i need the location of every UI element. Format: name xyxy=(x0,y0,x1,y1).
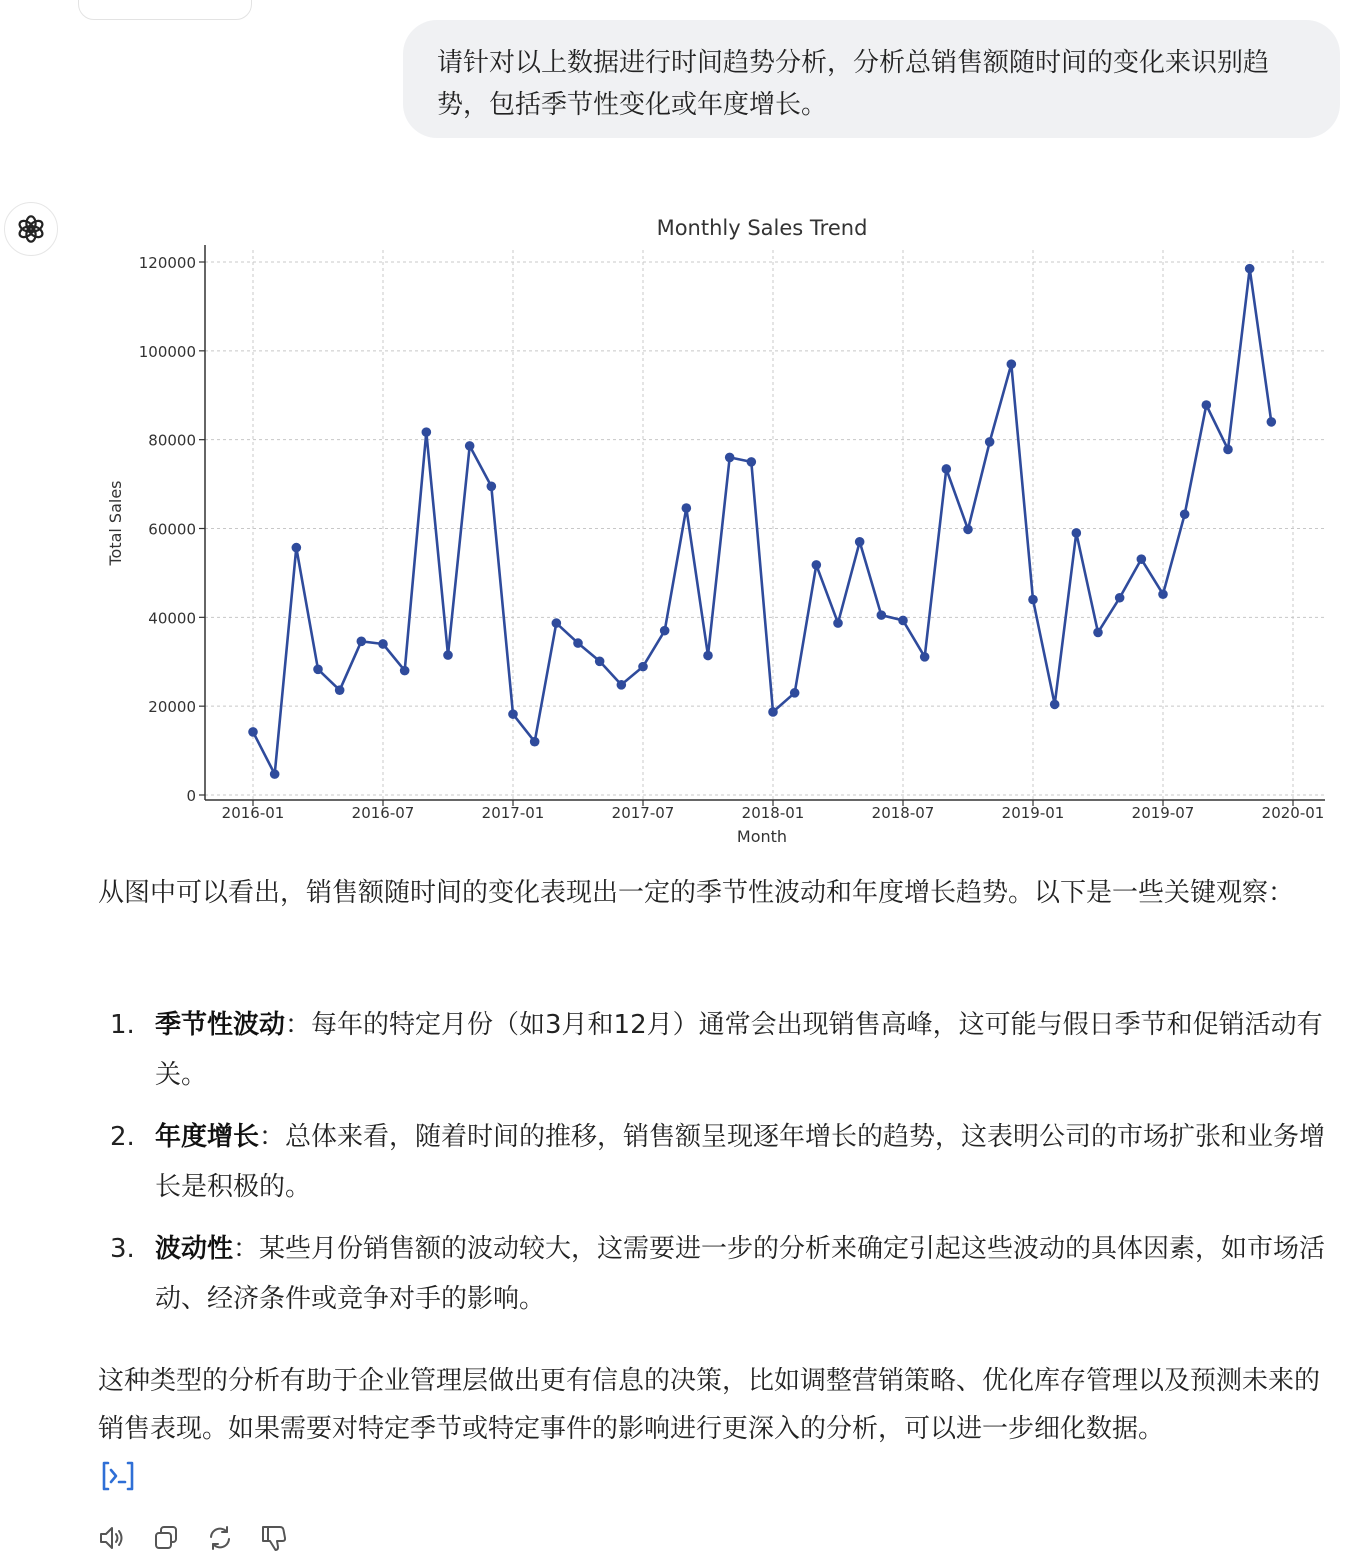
regenerate-icon xyxy=(205,1523,235,1553)
data-point xyxy=(422,427,432,437)
observation-text: ：每年的特定月份（如3月和12月）通常会出现销售高峰，这可能与假日季节和促销活动有关。 xyxy=(155,1010,1323,1090)
data-point xyxy=(335,685,345,695)
data-point xyxy=(1093,628,1103,638)
data-point xyxy=(595,657,605,667)
data-point xyxy=(1007,359,1017,369)
data-point xyxy=(552,618,562,628)
data-point xyxy=(855,537,865,547)
chart-series xyxy=(248,264,1276,779)
copy-icon xyxy=(151,1523,181,1553)
y-tick-label: 60000 xyxy=(148,520,196,539)
list-number: 2. xyxy=(110,1122,135,1152)
x-tick-label: 2017-01 xyxy=(481,804,545,822)
x-tick-label: 2016-07 xyxy=(351,804,415,822)
x-tick-label: 2018-01 xyxy=(741,804,805,822)
y-tick-label: 100000 xyxy=(138,342,196,361)
data-point xyxy=(270,769,280,779)
data-point xyxy=(1180,509,1190,519)
observation-title: 年度增长 xyxy=(155,1122,260,1152)
data-point xyxy=(920,652,930,662)
user-message-text: 请针对以上数据进行时间趋势分析，分析总销售额随时间的变化来识别趋势，包括季节性变化或年度增长。 xyxy=(437,48,1270,120)
read-aloud-button[interactable] xyxy=(96,1522,128,1554)
regenerate-button[interactable] xyxy=(204,1522,236,1554)
data-point xyxy=(313,665,323,675)
data-point xyxy=(682,503,692,513)
data-point xyxy=(357,637,367,647)
list-number: 3. xyxy=(110,1234,135,1264)
intro-paragraph: 从图中可以看出，销售额随时间的变化表现出一定的季节性波动和年度增长趋势。以下是一些关键观察： xyxy=(98,878,1295,908)
y-tick-label: 0 xyxy=(186,787,196,805)
data-point xyxy=(248,727,258,737)
y-tick-label: 80000 xyxy=(148,431,196,450)
assistant-avatar xyxy=(4,202,58,256)
data-point xyxy=(1050,700,1060,710)
thumbs-down-button[interactable] xyxy=(258,1522,290,1554)
data-point xyxy=(638,662,648,672)
data-point xyxy=(487,482,497,492)
observation-title: 波动性 xyxy=(155,1234,234,1264)
previous-message-bubble xyxy=(78,0,252,20)
x-tick-label: 2020-01 xyxy=(1261,804,1325,822)
data-point xyxy=(942,464,952,474)
data-point xyxy=(963,525,973,535)
data-point xyxy=(465,441,475,451)
x-tick-label: 2019-01 xyxy=(1001,804,1065,822)
data-point xyxy=(898,616,908,626)
x-axis-label: Month xyxy=(736,827,788,846)
data-point xyxy=(877,610,887,620)
message-actions xyxy=(96,1522,290,1556)
data-point xyxy=(530,737,540,747)
data-point xyxy=(747,457,757,467)
copy-button[interactable] xyxy=(150,1522,182,1554)
data-point xyxy=(725,453,735,463)
data-point xyxy=(985,437,995,447)
x-tick-label: 2018-07 xyxy=(871,804,935,822)
chart-title: Monthly Sales Trend xyxy=(656,216,868,240)
data-point xyxy=(378,639,388,649)
observation-text: ：总体来看，随着时间的推移，销售额呈现逐年增长的趋势，这表明公司的市场扩张和业务增长是积极的。 xyxy=(155,1122,1326,1202)
monthly-sales-chart xyxy=(100,205,1340,855)
data-point xyxy=(1245,264,1255,274)
observation-text: ：某些月份销售额的波动较大，这需要进一步的分析来确定引起这些波动的具体因素，如市场活动、经济条件或竞争对手的影响。 xyxy=(155,1234,1326,1314)
observation-item-3 xyxy=(110,1224,1335,1324)
conclusion-paragraph: 这种类型的分析有助于企业管理层做出更有信息的决策，比如调整营销策略、优化库存管理以及预测未来的销售表现。如果需要对特定季节或特定事件的影响进行更深入的分析，可以进一步细化数据。 xyxy=(98,1366,1321,1444)
y-axis-label: Total Sales xyxy=(106,480,125,566)
x-tick-label: 2017-07 xyxy=(611,804,675,822)
data-point xyxy=(292,543,302,553)
y-tick-label: 20000 xyxy=(148,698,196,717)
code-interpreter-icon[interactable] xyxy=(100,1458,136,1494)
chart-gridlines xyxy=(205,250,1325,800)
y-tick-label: 120000 xyxy=(138,254,196,272)
chart-axes xyxy=(139,245,1325,822)
x-tick-label: 2019-07 xyxy=(1131,804,1195,822)
data-point xyxy=(1028,595,1038,605)
data-point xyxy=(1115,593,1125,603)
data-point xyxy=(1202,400,1212,410)
data-point xyxy=(1072,528,1082,538)
data-point xyxy=(833,618,843,628)
data-point xyxy=(400,666,410,676)
data-point xyxy=(617,680,627,690)
observation-item-1 xyxy=(110,1000,1335,1100)
data-point xyxy=(1223,445,1233,455)
data-point xyxy=(508,709,518,719)
observation-item-2 xyxy=(110,1112,1335,1212)
data-point xyxy=(443,650,453,660)
read-aloud-icon xyxy=(97,1523,127,1553)
openai-logo-icon xyxy=(15,213,47,245)
data-point xyxy=(790,688,800,698)
data-point xyxy=(1137,554,1147,564)
data-point xyxy=(660,626,670,636)
series-line xyxy=(253,269,1271,774)
data-point xyxy=(703,651,713,661)
observation-title: 季节性波动 xyxy=(155,1010,286,1040)
y-tick-label: 40000 xyxy=(148,609,196,628)
user-message-bubble xyxy=(403,20,1340,138)
data-point xyxy=(812,560,822,570)
data-point xyxy=(1158,589,1168,599)
x-tick-label: 2016-01 xyxy=(221,804,285,822)
data-point xyxy=(768,707,778,717)
data-point xyxy=(1267,417,1277,427)
thumbs-down-icon xyxy=(259,1523,289,1553)
data-point xyxy=(573,638,583,648)
list-number: 1. xyxy=(110,1010,135,1040)
